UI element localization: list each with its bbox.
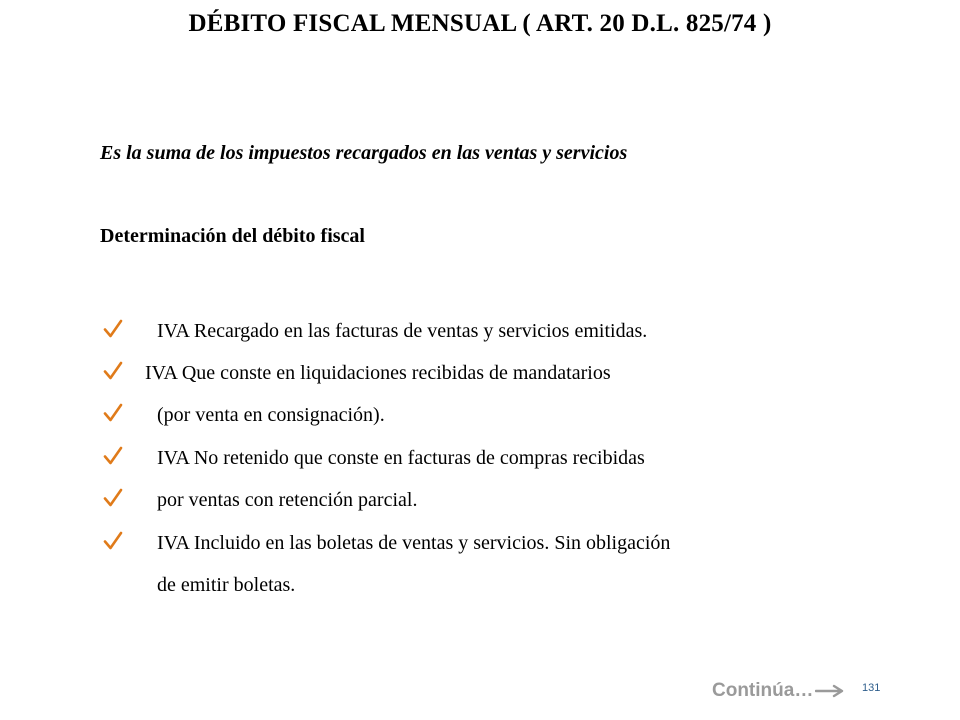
bullet-text: IVA Incluido en las boletas de ventas y servicios. Sin obligación — [157, 532, 671, 554]
checkmark-icon — [102, 402, 124, 424]
bullet-text: por ventas con retención parcial. — [157, 489, 418, 511]
continue-link[interactable] — [712, 680, 845, 702]
checkmark-icon — [102, 360, 124, 382]
continue-label: Continúa… — [712, 680, 814, 701]
bullet-text: IVA No retenido que conste en facturas de compras recibidas — [157, 447, 645, 469]
section-heading: Determinación del débito fiscal — [100, 225, 365, 247]
checkmark-icon — [102, 487, 124, 509]
bullet-text: IVA Que conste en liquidaciones recibidas de mandatarios — [145, 362, 611, 384]
slide-subtitle: Es la suma de los impuestos recargados en las ventas y servicios — [100, 142, 628, 164]
bullet-continuation: de emitir boletas. — [157, 574, 296, 596]
bullet-text: IVA Recargado en las facturas de ventas y servicios emitidas. — [157, 320, 648, 342]
checkmark-icon — [102, 318, 124, 340]
checkmark-icon — [102, 530, 124, 552]
arrow-right-icon — [815, 684, 845, 698]
page-number: 131 — [862, 682, 881, 694]
bullet-text: (por venta en consignación). — [157, 404, 385, 426]
checkmark-icon — [102, 445, 124, 467]
slide-title: DÉBITO FISCAL MENSUAL ( ART. 20 D.L. 825/74 ) — [188, 10, 772, 37]
